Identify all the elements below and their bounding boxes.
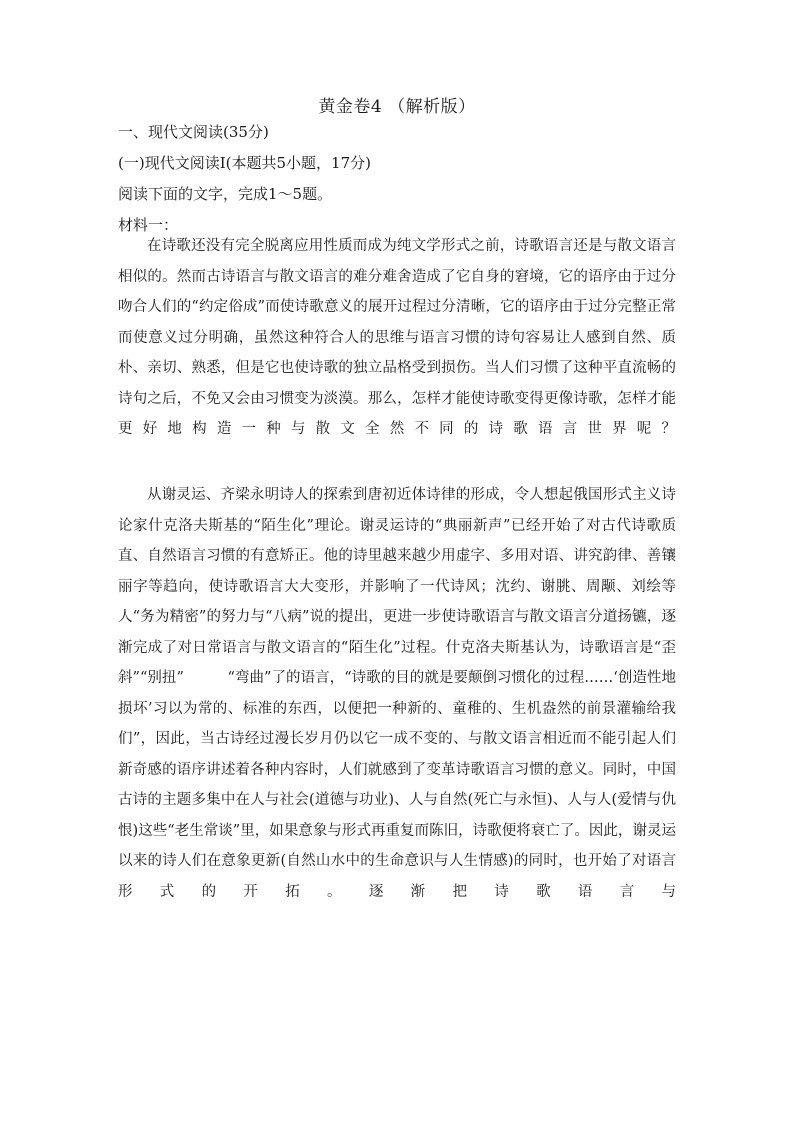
document-title: 黄金卷4 （解析版） [318,97,476,117]
material-paragraph-2 [118,480,676,907]
instruction-text: 阅读下面的文字，完成1～5题。 [118,185,333,203]
paragraph-text: 从谢灵运、齐梁永明诗人的探索到唐初近体诗律的形成，令人想起俄国形式主义诗论家什克洛夫斯基的“陌生化”理论。谢灵运诗的“典丽新声”已经开始了对古代诗歌质直、自然语言习惯的有意矫正。他的诗里越来越少用虚字、多用对语、讲究韵律、善镶丽字等趋向，使诗歌语言大大变形，并影响了一代诗风；沈约、谢朓、周颙、刘绘等人“务为精密”的努力与“八病”说的提出，更进一步使诗歌语言与散文语言分道扬镳，逐渐完成了对日常语言与散文语言的“陌生化”过程。什克洛夫斯基认为，诗歌语言是“歪斜”“别扭” “弯曲”了的语言，“诗歌的目的就是要颠倒习惯化的过程……‘创造性地损坏’习以为常的、标准的东西，以便把一种新的、童稚的、生机盎然的前景灌输给我们”，因此，当古诗经过漫长岁月仍以它一成不变的、与散文语言相近而不能引起人们新奇感的语序讲述着各种内容时，人们就感到了变革诗歌语言习惯的意义。同时，中国古诗的主题多集中在人与社会(道德与功业)、人与自然(死亡与永恒)、人与人(爱情与仇恨)这些“老生常谈”里，如果意象与形式再重复而陈旧，诗歌便将衰亡了。因此，谢灵运以来的诗人们在意象更新(自然山水中的生命意识与人生情感)的同时，也开始了对语言形式的开拓。逐渐把诗歌语言与 [118,487,676,900]
subsection-heading: (一)现代文阅读Ⅰ(本题共5小题，17分) [118,154,371,172]
section-heading: 一、现代文阅读(35分) [118,123,269,141]
paragraph-text: 在诗歌还没有完全脱离应用性质而成为纯文学形式之前，诗歌语言还是与散文语言相似的。然而古诗语言与散文语言的难分难舍造成了它自身的窘境，它的语序由于过分吻合人们的“约定俗成”而使诗歌意义的展开过程过分清晰，它的语序由于过分完整正常而使意义过分明确，虽然这种符合人的思维与语言习惯的诗句容易让人感到自然、质朴、亲切、熟悉，但是它也使诗歌的独立品格受到损伤。当人们习惯了这种平直流畅的诗句之后，不免又会由习惯变为淡漠。那么，怎样才能使诗歌变得更像诗歌，怎样才能更好地构造一种与散文全然不同的诗歌语言世界呢？ [118,238,676,437]
material-label: 材料一： [118,216,179,234]
material-paragraph-1 [118,231,676,445]
